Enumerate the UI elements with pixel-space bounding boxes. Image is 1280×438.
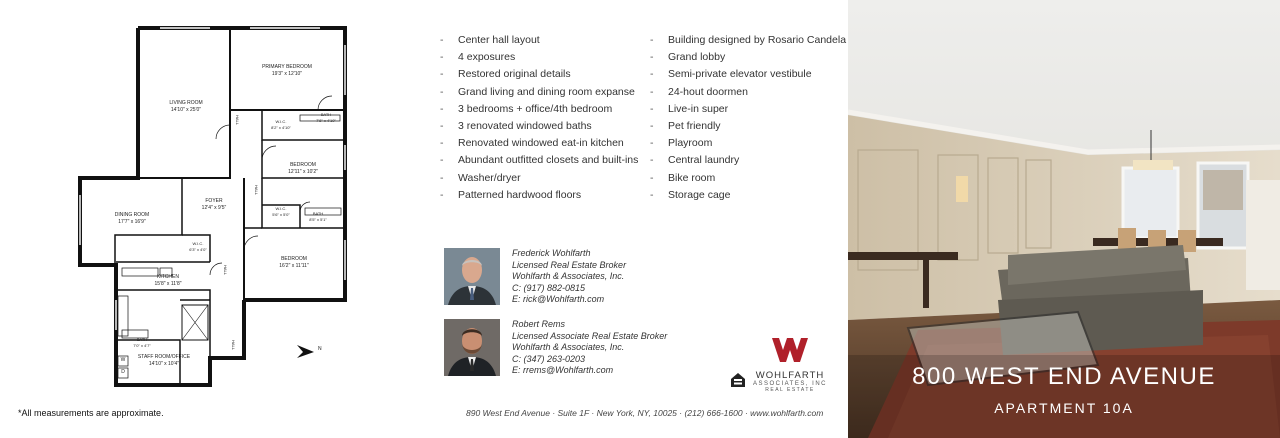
agent-card — [444, 248, 844, 308]
room-dims: 12'4" x 9'5" — [201, 205, 227, 211]
logo-name: WOHLFARTH — [755, 370, 825, 381]
room-name: W.I.C. — [192, 241, 204, 246]
logo-tagline: REAL ESTATE — [765, 387, 815, 393]
svg-text:N: N — [318, 346, 322, 352]
agent-info — [512, 248, 626, 306]
equal-housing-icon — [729, 371, 747, 389]
room-name: BATH — [136, 337, 148, 342]
room-name: W.I.C. — [275, 206, 287, 211]
room-dims: 8'2" x 4'10" — [271, 125, 291, 130]
room-name: PRIMARY BEDROOM — [262, 64, 312, 70]
room-name: BEDROOM — [281, 256, 307, 262]
room-name: DINING ROOM — [114, 212, 150, 218]
feature-item: - Center hall layout — [440, 34, 540, 46]
features-list-right — [650, 32, 846, 204]
room-name: BEDROOM — [290, 162, 316, 168]
logo-sub: ASSOCIATES, INC — [752, 381, 828, 387]
agent-email[interactable]: E: rrems@Wohlfarth.com — [512, 365, 614, 376]
hall-label: HALL — [223, 264, 228, 276]
room-dims: 12'11" x 10'2" — [288, 169, 318, 175]
feature-item: - Semi-private elevator vestibule — [650, 68, 812, 81]
agent-email[interactable]: E: rick@Wohlfarth.com — [512, 294, 605, 305]
feature-item: - Bike room — [650, 171, 716, 184]
feature-item: - Building designed by Rosario Candela — [650, 34, 847, 46]
room-dims: 19'3" x 12'10" — [271, 71, 303, 77]
room-name: FOYER — [205, 198, 223, 204]
room-dims: 17'7" x 16'9" — [118, 219, 146, 225]
agent-title: Licensed Real Estate Broker — [512, 259, 627, 270]
company-logo — [752, 336, 828, 393]
room-name: STAFF ROOM/OFFICE — [137, 354, 191, 360]
room-dims: 8'5" x 5'1" — [309, 217, 327, 222]
feature-item: - Renovated windowed eat-in kitchen — [440, 137, 624, 150]
agent-title: Licensed Associate Real Estate Broker — [512, 330, 668, 341]
feature-item: - 3 bedrooms + office/4th bedroom — [440, 102, 613, 115]
room-name: BATH — [320, 112, 332, 117]
agent-name: Frederick Wohlfarth — [512, 248, 591, 258]
features-list-left — [440, 32, 638, 204]
feature-item: - Storage cage — [650, 188, 731, 201]
agent-company: Wohlfarth & Associates, Inc. — [512, 342, 625, 353]
room-name: LIVING ROOM — [169, 100, 203, 106]
room-dims: 7'0" x 4'7" — [133, 343, 151, 348]
agent-photo — [444, 319, 500, 376]
property-unit: APARTMENT 10A — [994, 400, 1134, 416]
hall-label: HALL — [231, 339, 236, 351]
feature-item: - Grand living and dining room expanse — [440, 85, 635, 98]
measurement-note: *All measurements are approximate. — [18, 408, 164, 418]
feature-item: - Grand lobby — [650, 51, 726, 64]
feature-item: - Live-in super — [650, 102, 729, 115]
feature-item: - 4 exposures — [440, 51, 516, 64]
room-dims: 15'8" x 11'8" — [154, 281, 182, 287]
agent-company: Wohlfarth & Associates, Inc. — [512, 271, 625, 282]
agent-phone[interactable]: C: (917) 882-0815 — [512, 282, 586, 293]
room-dims: 7'8" x 4'10" — [316, 118, 336, 123]
feature-item: - 3 renovated windowed baths — [440, 120, 592, 133]
room-dims: 16'2" x 11'11" — [279, 263, 309, 269]
floor-plan — [0, 0, 430, 438]
room-dims: 6'3" x 4'0" — [189, 247, 207, 252]
feature-item: - Pet friendly — [650, 120, 721, 133]
room-name: W.I.C. — [275, 119, 287, 124]
feature-item: - Patterned hardwood floors — [440, 188, 582, 201]
agent-info — [512, 319, 667, 377]
north-arrow-icon — [297, 345, 322, 358]
room-dims: 5'6" x 5'0" — [272, 212, 290, 217]
property-address: 800 WEST END AVENUE — [912, 363, 1216, 390]
feature-item: - Abundant outfitted closets and built-ins — [440, 154, 639, 167]
room-dims: 14'10" x 25'0" — [170, 107, 202, 113]
feature-item: - Playroom — [650, 137, 713, 150]
room-name: KITCHEN — [157, 274, 179, 280]
room-dims: 14'10" x 10'4" — [148, 361, 180, 367]
feature-item: - Restored original details — [440, 68, 571, 81]
hall-label: HALL — [254, 184, 259, 196]
agent-name: Robert Rems — [512, 319, 566, 329]
room-name: BATH — [312, 211, 324, 216]
hall-label: HALL — [235, 114, 240, 126]
feature-item: - 24-hout doormen — [650, 85, 748, 98]
feature-item: - Central laundry — [650, 154, 740, 167]
footer-contact: 890 West End Avenue · Suite 1F · New York, NY, 10025 · (212) 666-1600 · www.wohlfarth.com — [466, 408, 824, 418]
agent-phone[interactable]: C: (347) 263-0203 — [512, 353, 586, 364]
washer-label: W — [120, 357, 126, 363]
wohlfarth-w-icon — [770, 336, 810, 364]
dryer-label: D — [121, 369, 125, 375]
feature-item: - Washer/dryer — [440, 171, 521, 184]
agent-photo — [444, 248, 500, 305]
